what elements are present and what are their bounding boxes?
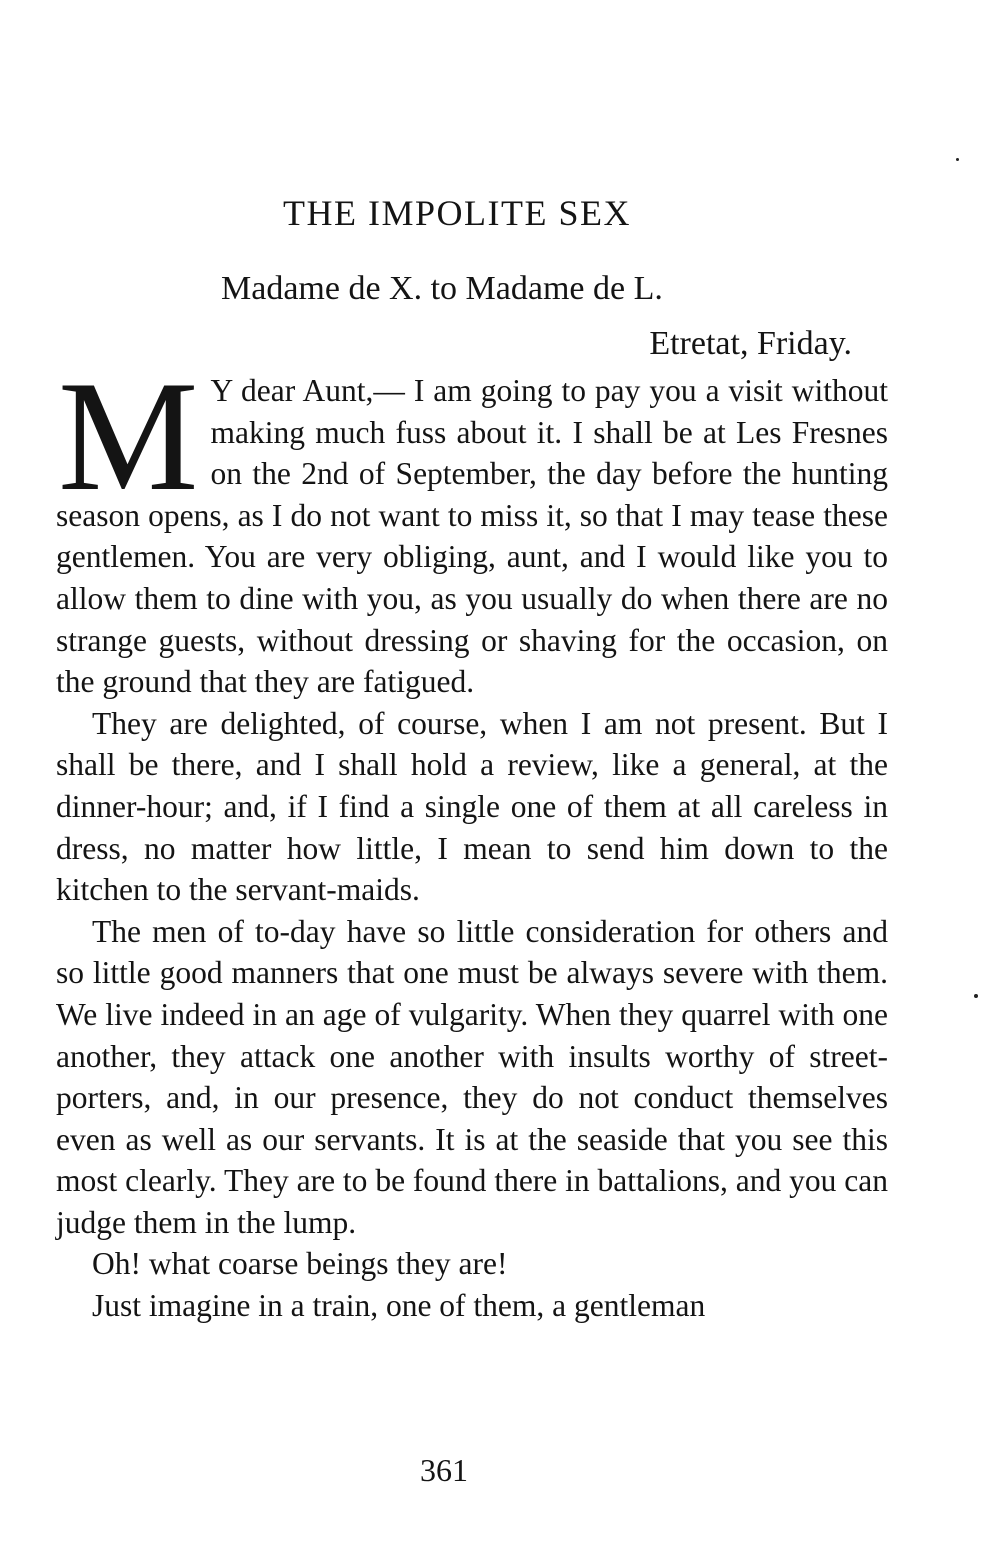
paragraph: Oh! what coarse beings they are! bbox=[92, 1246, 508, 1282]
paragraph: They are delighted, of course, when I am not present. But I shall be there, and I shall hold a review, like a general, at the dinner-hour; and, if I find a single one of them at all careless in dress, no matter how little, I mean to send him down to the kitchen to the servant-maids. bbox=[56, 705, 888, 908]
paragraph bbox=[56, 349, 888, 703]
body-text bbox=[56, 349, 888, 1327]
book-page bbox=[56, 0, 888, 1567]
drop-cap: M bbox=[58, 349, 199, 524]
letter-heading: Madame de X. to Madame de L. bbox=[221, 270, 663, 307]
paragraph: The men of to-day have so little consideration for others and so little good manners that one must be always severe with them. We live indeed in an age of vulgarity. When they quarrel with one another, they attack one another with insults worthy of street-porters, and, in our presence, they do not conduct themselves even as well as our servants. It is at the seaside that you see this most clearly. They are to be found there in battalions, and you can judge them in the lump. bbox=[56, 913, 888, 1240]
chapter-title: THE IMPOLITE SEX bbox=[283, 193, 631, 233]
paragraph-text: Y dear Aunt,— I am going to pay you a visit without making much fuss about it. I shall be at Les Fresnes on the 2nd of September, the day before the hunting season opens, as I do not want to miss it, so that I may tease these gentlemen. You are very obliging, aunt, and I would like you to allow them to dine with you, as you usually do when there are no strange guests, without dressing or shaving for the occasion, on the ground that they are fatigued. bbox=[56, 373, 888, 700]
letter-dateline: Etretat, Friday. bbox=[649, 325, 852, 362]
page-number: 361 bbox=[420, 1452, 468, 1488]
print-speck bbox=[974, 994, 978, 998]
print-speck bbox=[956, 158, 959, 161]
paragraph: Just imagine in a train, one of them, a gentleman bbox=[92, 1288, 706, 1324]
